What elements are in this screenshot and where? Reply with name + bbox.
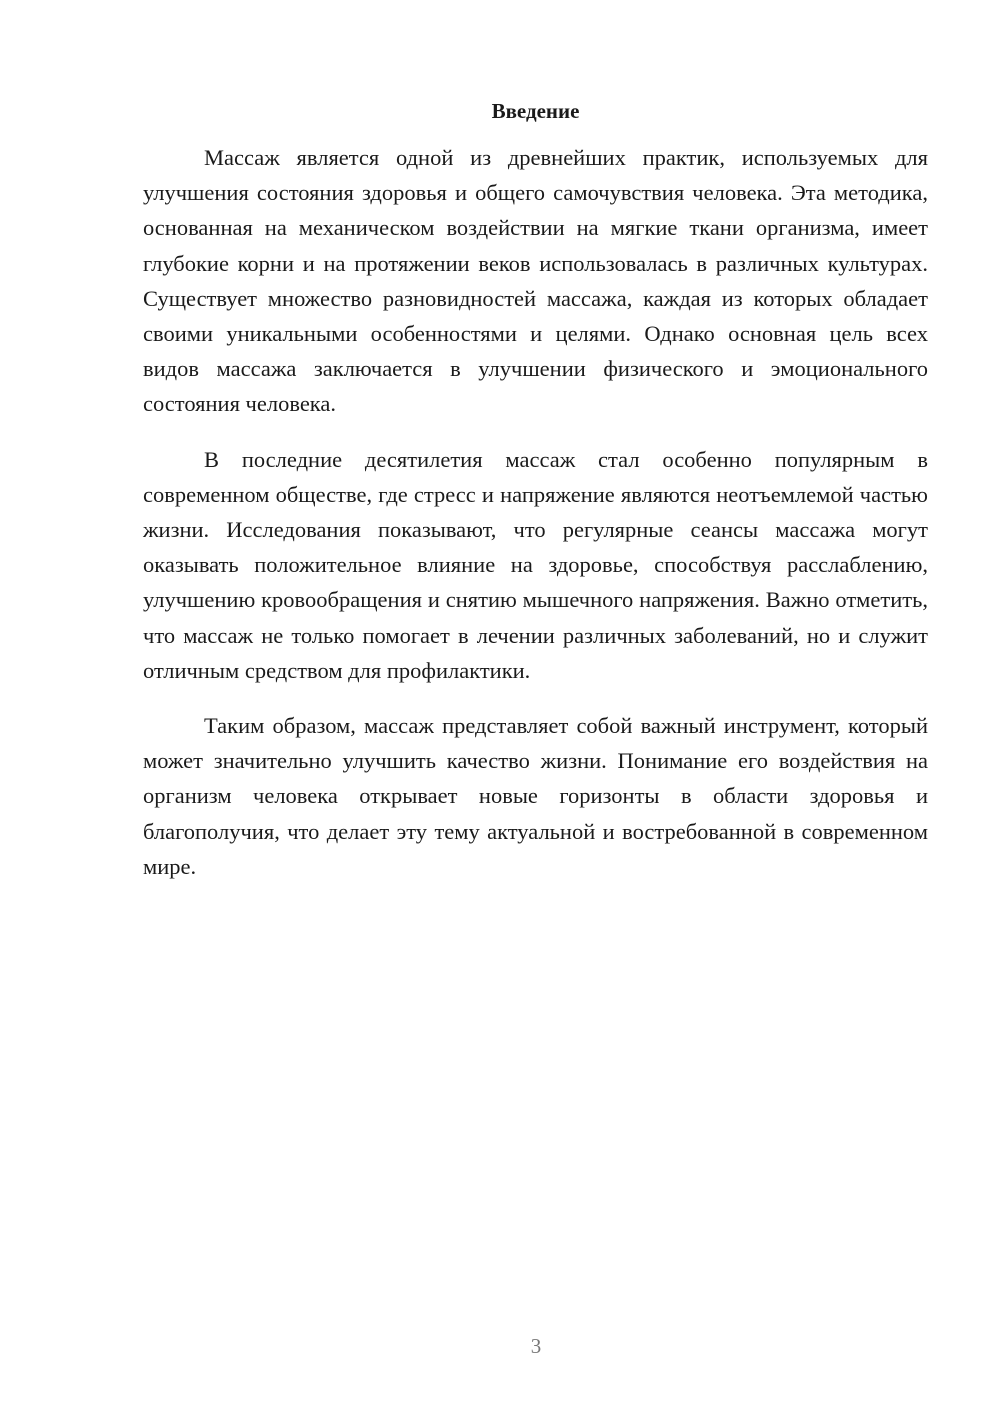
paragraph-1: Массаж является одной из древнейших практик, используемых для улучшения состояния здоровья и общего самочувствия человека. Эта методика, основанная на механическом воздействии на мягкие ткани организма, имеет глубокие корни и на протяжении веков использовалась в различных культурах. Существует множество разновидностей массажа, каждая из которых обладает своими уникальными особенностями и целями. Однако основная цель всех видов массажа заключается в улучшении физического и эмоционального состояния человека. [143,145,928,417]
page-number: 3 [530,1334,542,1358]
section-heading: Введение [491,99,580,123]
paragraph-2: В последние десятилетия массаж стал особенно популярным в современном обществе, где стресс и напряжение являются неотъемлемой частью жизни. Исследования показывают, что регулярные сеансы массажа могут оказывать положительное влияние на здоровье, способствуя расслаблению, улучшению кровообращения и снятию мышечного напряжения. Важно отметить, что массаж не только помогает в лечении различных заболеваний, но и служит отличным средством для профилактики. [143,446,928,683]
page-content [143,96,928,904]
paragraph-3: Таким образом, массаж представляет собой важный инструмент, который может значительно улучшить качество жизни. Понимание его воздействия на организм человека открывает новые горизонты в области здоровья и благополучия, что делает эту тему актуальной и востребованной в современном мире. [143,713,928,879]
